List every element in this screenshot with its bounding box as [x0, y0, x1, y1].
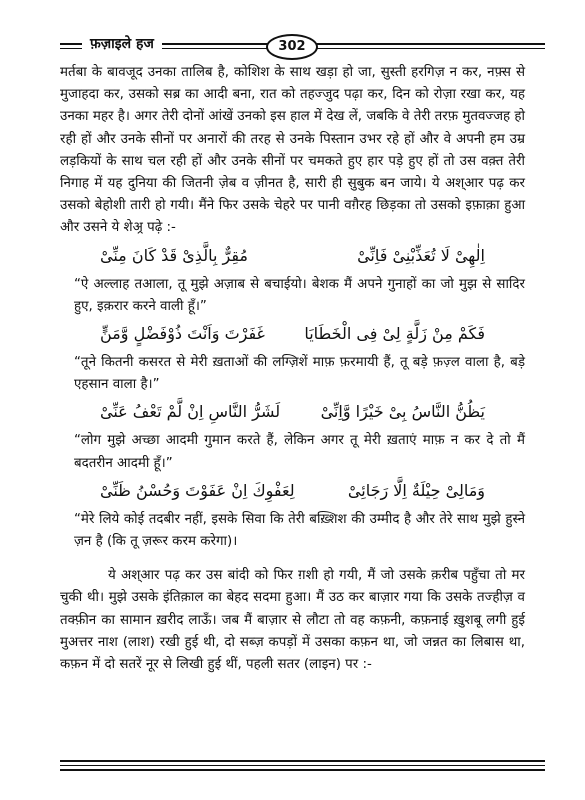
arabic-couplet-3: [60, 396, 525, 430]
page-body: [60, 62, 525, 676]
arabic-couplet-4: [60, 475, 525, 509]
footer-rule-thin: [60, 765, 545, 766]
page-header: [60, 34, 545, 58]
arabic-verse: یَظُنُّ النَّاسُ بِیْ خَیْرًا وَّاِنِّیْ: [320, 402, 485, 422]
page-footer-rules: [60, 760, 545, 774]
arabic-verse: لَشَرُّ النَّاسِ اِنْ لَّمْ تَعْفُ عَنِّیْ: [100, 402, 281, 422]
arabic-verse: فَکَمْ مِنْ زَلَّةٍ لِیْ فِی الْخَطَایَا: [304, 324, 485, 344]
arabic-couplet-2: [60, 318, 525, 352]
arabic-verse: وَمَالِیْ حِیْلَةٌ اِلَّا رَجَائِیْ: [347, 480, 485, 500]
arabic-verse: مُقِرٌّ بِالَّذِیْ قَدْ کَانَ مِنِّیْ: [100, 245, 248, 265]
paragraph-1: मर्तबा के बावजूद उनका तालिब है, कोशिश के साथ खड़ा हो जा, सुस्ती हरगिज़ न कर, नफ़्स से मुजाहदा कर, उसको सब्र का आदी बना, रात को तहज्जुद पढ़ा कर, दिन को रोज़ा रखा कर, यह उनका महर है। अगर तेरी दोनों आंखें उनको इस हाल में देख लें, जबकि वे तेरी तरफ़ मुतवज्जह हो रही हों और उनके सीनों पर अनारों की तरह से उनके पिस्तान उभर रहे हों और वे अपनी हम उम्र लड़कियों के साथ चल रही हों और उनके सीनों पर चमकते हुए हार पड़े हुए हों तो उस वक़्त तेरी निगाह में यह दुनिया की जितनी ज़ेब व ज़ीनत है, सारी ही सुबुक बन जाये। ये अश्आर पढ़ कर उसको बेहोशी तारी हो गयी। मैंने फिर उसके चेहरे पर पानी वग़ैरह छिड़का तो उसको इफ़ाक़ा हुआ और उसने ये शेअ्र पढ़े :-: [60, 65, 525, 236]
translation-quote-3: “लोग मुझे अच्छा आदमी गुमान करते हैं, लेकिन अगर तू मेरी ख़ताएं माफ़ न कर दे तो मैं बदतरीन आदमी हूँ।”: [74, 433, 525, 471]
paragraph-2: ये अश्आर पढ़ कर उस बांदी को फिर ग़शी हो गयी, मैं जो उसके क़रीब पहुँचा तो मर चुकी थी। मुझे उसके इंतिक़ाल का बेहद सदमा हुआ। मैं उठ कर बाज़ार गया कि उसके तज्हीज़ व तक्फ़ीन का सामान ख़रीद लाऊँ। जब मैं बाज़ार से लौटा तो वह कफ़नी, कफ़नाई ख़ुशबू लगी हुई मुअत्तर नाश (लाश) रखी हुई थी, दो सब्ज़ कपड़ों में उसका कफ़न था, जो जन्नत का लिबास था, कफ़न में दो सतरें नूर से लिखी हुई थीं, पहली सतर (लाइन) पर :-: [60, 568, 525, 673]
translation-quote-1: “ऐ अल्लाह तआला, तू मुझे अज़ाब से बचाईयो। बेशक मैं अपने गुनाहों का जो मुझ से सादिर हुए, इक़रार करने वाली हूँ।”: [74, 276, 525, 314]
book-title: फ़ज़ाइले हज: [82, 34, 162, 54]
footer-rule: [60, 760, 545, 762]
page-number: 302: [266, 34, 318, 60]
arabic-verse: اِلٰهِیْ لَا تُعَذِّبْنِیْ فَاِنِّیْ: [357, 245, 485, 265]
footer-rule: [60, 769, 545, 771]
arabic-couplet-1: [60, 240, 525, 274]
arabic-verse: لِعَفْوِكَ اِنْ عَفَوْتَ وَحُسْنُ ظَنِّیْ: [100, 480, 295, 500]
arabic-verse: غَفَرْتَ وَاَنْتَ ذُوْفَضْلٍ وَّمَنٍّ: [100, 324, 265, 344]
translation-quote-2: “तूने कितनी कसरत से मेरी ख़ताओं की लग्ज़िशें माफ़ फ़रमायी हैं, तू बड़े फ़ज़्ल वाला है, बड़े एहसान वाला है।”: [74, 355, 525, 393]
translation-quote-4: “मेरे लिये कोई तदबीर नहीं, इसके सिवा कि तेरी बख़्शिश की उम्मीद है और तेरे साथ मुझे हुस्ने ज़न है (कि तू ज़रूर करम करेगा)।: [74, 511, 525, 550]
